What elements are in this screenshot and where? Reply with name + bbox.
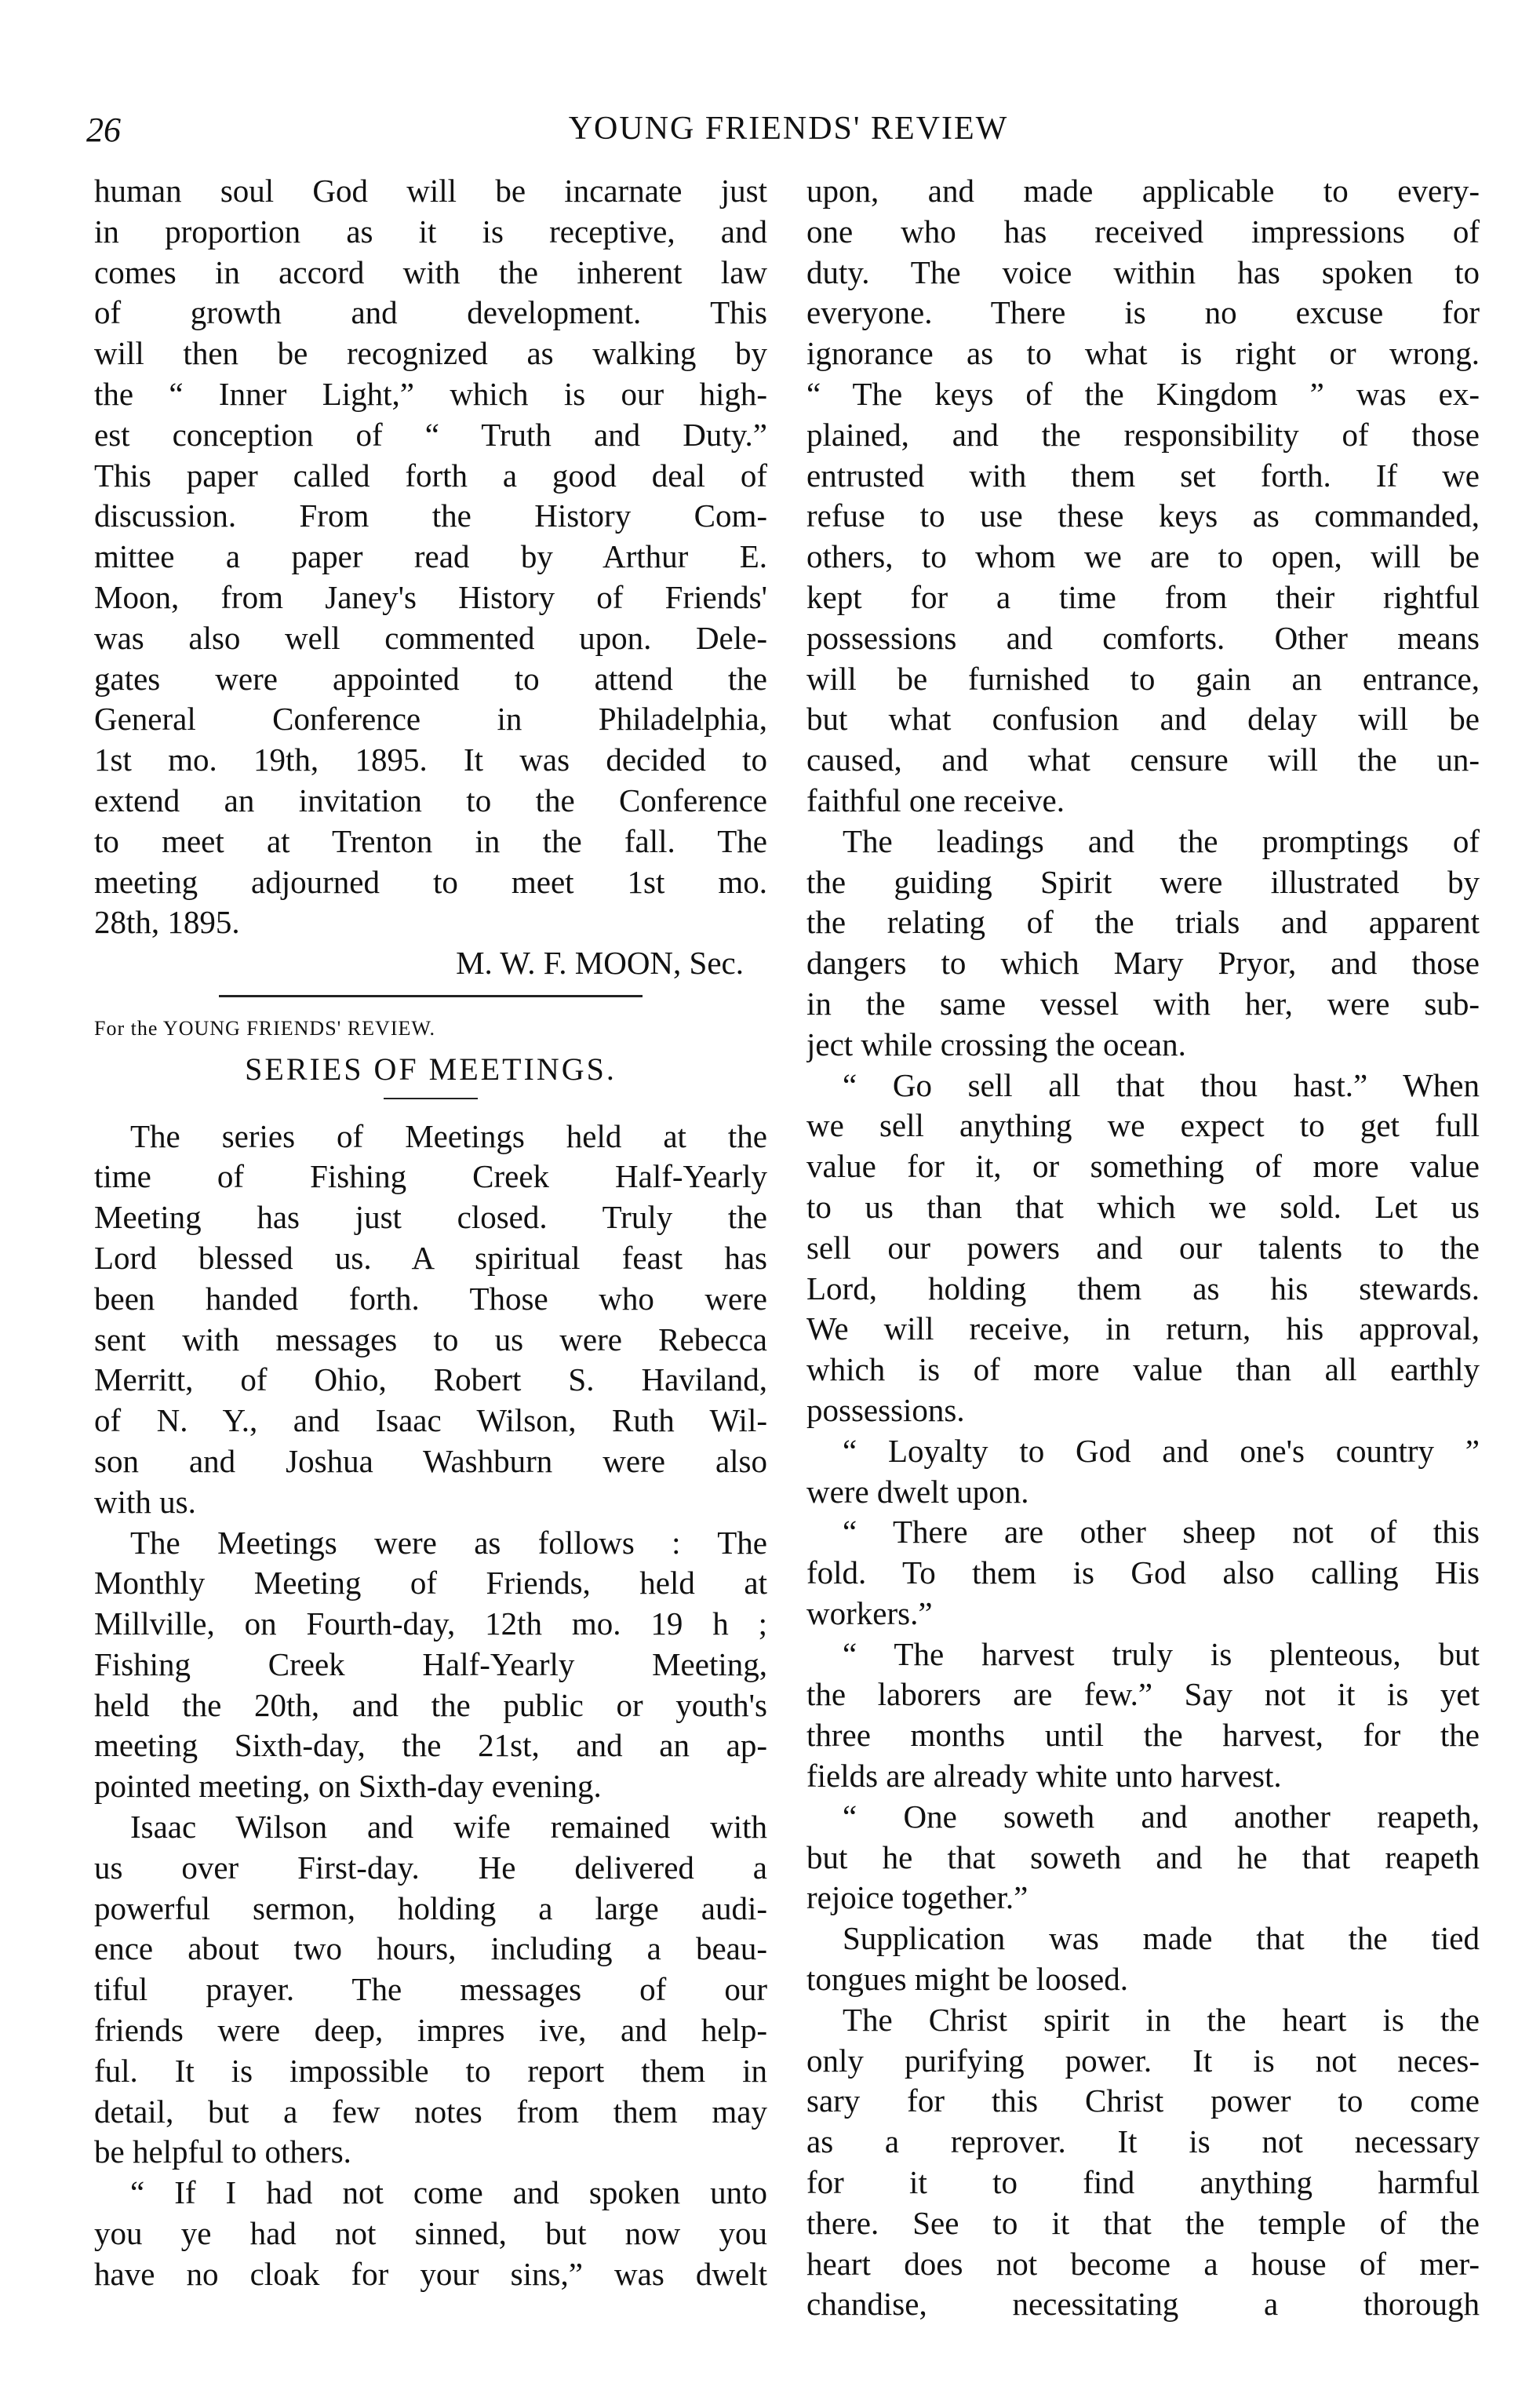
- text-line: chandise, necessitating a thorough: [806, 2286, 1480, 2323]
- text-line: “ One soweth and another reapeth,: [843, 1798, 1480, 1835]
- text-line: one who has received impressions of: [806, 213, 1480, 250]
- text-line: “ The harvest truly is plenteous, but: [843, 1635, 1480, 1672]
- text-line: General Conference in Philadelphia,: [94, 701, 767, 738]
- text-line: refuse to use these keys as commanded,: [806, 497, 1480, 534]
- text-line: faithful one receive.: [806, 782, 1065, 818]
- text-line: everyone. There is no excuse for: [806, 294, 1480, 331]
- text-line: value for it, or something of more value: [806, 1148, 1480, 1185]
- text-line: Supplication was made that the tied: [843, 1920, 1480, 1957]
- text-line: but he that soweth and he that reapeth: [806, 1838, 1480, 1875]
- text-line: discussion. From the History Com-: [94, 497, 767, 534]
- text-line: been handed forth. Those who were: [94, 1280, 767, 1317]
- text-line: three months until the harvest, for the: [806, 1717, 1480, 1754]
- text-line: of growth and development. This: [94, 294, 767, 331]
- text-line: gates were appointed to attend the: [94, 660, 767, 697]
- text-line: meeting Sixth-day, the 21st, and an ap-: [94, 1727, 767, 1764]
- text-line: tiful prayer. The messages of our: [94, 1971, 767, 2008]
- text-line: of N. Y., and Isaac Wilson, Ruth Wil-: [94, 1402, 767, 1439]
- text-line: “ Loyalty to God and one's country ”: [843, 1432, 1480, 1469]
- text-line: Moon, from Janey's History of Friends': [94, 578, 767, 615]
- text-line: the “ Inner Light,” which is our high-: [94, 375, 767, 412]
- text-line: ful. It is impossible to report them in: [94, 2052, 767, 2089]
- text-line: time of Fishing Creek Half-Yearly: [94, 1158, 767, 1195]
- text-line: The leadings and the promptings of: [843, 822, 1480, 859]
- text-line: but what confusion and delay will be: [806, 701, 1480, 738]
- text-line: to us than that which we sold. Let us: [806, 1188, 1480, 1225]
- text-line: Merritt, of Ohio, Robert S. Haviland,: [94, 1361, 767, 1398]
- text-line: plained, and the responsibility of those: [806, 416, 1480, 453]
- text-line: “ There are other sheep not of this: [843, 1514, 1480, 1550]
- text-line: will then be recognized as walking by: [94, 335, 767, 372]
- text-line: only purifying power. It is not neces-: [806, 2042, 1480, 2079]
- text-line: sary for this Christ power to come: [806, 2083, 1480, 2119]
- text-line: “ The keys of the Kingdom ” was ex-: [806, 375, 1480, 412]
- text-line: tongues might be loosed.: [806, 1961, 1128, 1998]
- text-line: Millville, on Fourth-day, 12th mo. 19 h ;: [94, 1605, 767, 1642]
- text-line: “ Go sell all that thou hast.” When: [843, 1066, 1480, 1103]
- text-line: Meeting has just closed. Truly the: [94, 1199, 767, 1236]
- text-line: meeting adjourned to meet 1st mo.: [94, 863, 767, 900]
- text-line: Monthly Meeting of Friends, held at: [94, 1565, 767, 1602]
- text-line: which is of more value than all earthly: [806, 1351, 1480, 1388]
- text-line: us over First-day. He delivered a: [94, 1849, 767, 1886]
- text-line: possessions and comforts. Other means: [806, 619, 1480, 656]
- text-line: heart does not become a house of mer-: [806, 2245, 1480, 2282]
- text-line: pointed meeting, on Sixth-day evening.: [94, 1768, 602, 1805]
- signature-line: M. W. F. MOON, Sec.: [456, 945, 744, 982]
- text-line: ence about two hours, including a beau-: [94, 1930, 767, 1967]
- text-line: We will receive, in return, his approval,: [806, 1310, 1480, 1347]
- text-line: kept for a time from their rightful: [806, 578, 1480, 615]
- text-line: ject while crossing the ocean.: [806, 1026, 1186, 1062]
- text-line: fields are already white unto harvest.: [806, 1758, 1282, 1795]
- text-line: 1st mo. 19th, 1895. It was decided to: [94, 742, 767, 778]
- text-line: possessions.: [806, 1391, 965, 1428]
- page-header: [86, 110, 1491, 157]
- text-line: will be furnished to gain an entrance,: [806, 660, 1480, 697]
- text-line: the relating of the trials and apparent: [806, 904, 1480, 941]
- article-source-note: For the YOUNG FRIENDS' REVIEW.: [94, 1016, 436, 1040]
- text-line: be helpful to others.: [94, 2134, 351, 2170]
- text-line: comes in accord with the inherent law: [94, 253, 767, 290]
- text-line: ignorance as to what is right or wrong.: [806, 335, 1480, 372]
- text-line: as a reprover. It is not necessary: [806, 2123, 1480, 2160]
- text-line: mittee a paper read by Arthur E.: [94, 538, 767, 575]
- text-line: fold. To them is God also calling His: [806, 1554, 1480, 1591]
- text-line: extend an invitation to the Conference: [94, 782, 767, 818]
- text-line: Isaac Wilson and wife remained with: [130, 1809, 767, 1846]
- text-line: there. See to it that the temple of the: [806, 2204, 1480, 2241]
- text-line: friends were deep, impres ive, and help-: [94, 2012, 767, 2049]
- text-line: Fishing Creek Half-Yearly Meeting,: [94, 1645, 767, 1682]
- text-line: dangers to which Mary Pryor, and those: [806, 945, 1480, 982]
- section-divider: [384, 1098, 478, 1099]
- text-line: the laborers are few.” Say not it is yet: [806, 1676, 1480, 1713]
- text-line: duty. The voice within has spoken to: [806, 253, 1480, 290]
- text-line: Lord blessed us. A spiritual feast has: [94, 1239, 767, 1276]
- text-line: others, to whom we are to open, will be: [806, 538, 1480, 575]
- running-title: YOUNG FRIENDS' REVIEW: [568, 111, 1009, 147]
- text-line: held the 20th, and the public or youth's: [94, 1686, 767, 1723]
- text-line: in the same vessel with her, were sub-: [806, 985, 1480, 1022]
- text-line: The Christ spirit in the heart is the: [843, 2001, 1480, 2038]
- text-line: est conception of “ Truth and Duty.”: [94, 416, 767, 453]
- text-line: son and Joshua Washburn were also: [94, 1442, 767, 1479]
- page-number: 26: [86, 111, 121, 149]
- left-text-column: [94, 171, 767, 2295]
- right-text-column: [806, 171, 1480, 2325]
- text-line: workers.”: [806, 1594, 933, 1631]
- text-line: have no cloak for your sins,” was dwelt: [94, 2255, 767, 2292]
- text-line: The series of Meetings held at the: [130, 1117, 767, 1154]
- text-line: human soul God will be incarnate just: [94, 173, 767, 209]
- text-line: sent with messages to us were Rebecca: [94, 1321, 767, 1357]
- text-line: Lord, holding them as his stewards.: [806, 1270, 1480, 1306]
- section-divider: [219, 995, 643, 997]
- text-line: “ If I had not come and spoken unto: [130, 2174, 767, 2211]
- text-line: were dwelt upon.: [806, 1473, 1029, 1510]
- text-line: caused, and what censure will the un-: [806, 742, 1480, 778]
- text-line: we sell anything we expect to get full: [806, 1107, 1480, 1144]
- text-line: The Meetings were as follows : The: [130, 1524, 767, 1561]
- text-line: rejoice together.”: [806, 1879, 1028, 1916]
- text-line: to meet at Trenton in the fall. The: [94, 822, 767, 859]
- article-heading: SERIES OF MEETINGS.: [245, 1051, 617, 1087]
- text-line: 28th, 1895.: [94, 904, 240, 941]
- text-line: was also well commented upon. Dele-: [94, 619, 767, 656]
- text-line: entrusted with them set forth. If we: [806, 457, 1480, 494]
- text-line: the guiding Spirit were illustrated by: [806, 863, 1480, 900]
- text-line: sell our powers and our talents to the: [806, 1229, 1480, 1266]
- text-line: for it to find anything harmful: [806, 2164, 1480, 2201]
- text-line: This paper called forth a good deal of: [94, 457, 767, 494]
- text-line: upon, and made applicable to every-: [806, 173, 1480, 209]
- text-line: in proportion as it is receptive, and: [94, 213, 767, 250]
- text-line: detail, but a few notes from them may: [94, 2093, 767, 2130]
- text-line: with us.: [94, 1483, 196, 1520]
- text-line: powerful sermon, holding a large audi-: [94, 1889, 767, 1926]
- text-line: you ye had not sinned, but now you: [94, 2215, 767, 2252]
